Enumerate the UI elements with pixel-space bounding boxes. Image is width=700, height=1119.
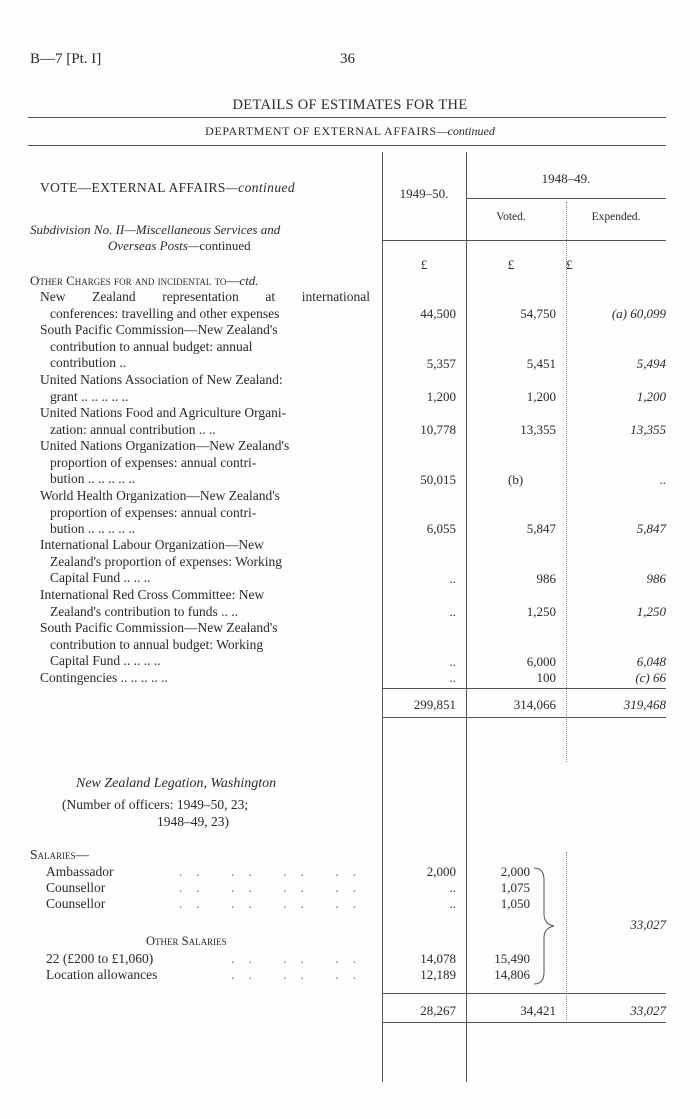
amount-voted: 2,000 — [500, 864, 530, 879]
salary-label: 22 (£200 to £1,060) — [46, 951, 154, 966]
amount-expended: 1,200 — [636, 389, 666, 404]
salary-label: Location allowances — [46, 967, 158, 982]
item-line: contribution to annual budget: annual — [50, 338, 253, 354]
column-divider-3b-dotted — [566, 852, 567, 1020]
subdivision-title-cont — [108, 238, 251, 254]
item-line: Contingencies .. .. .. .. .. — [40, 670, 168, 685]
page-title: DETAILS OF ESTIMATES FOR THE — [232, 97, 468, 113]
item-line: Zealand's contribution to funds .. .. — [50, 603, 239, 619]
item-line: contribution .. — [50, 355, 127, 370]
subtotal-rule-top — [382, 688, 666, 689]
item-line: Capital Fund .. .. .. — [50, 570, 151, 585]
officers-line-1: (Number of officers: 1949–50, 23; — [62, 797, 249, 812]
amount-expended: (c) 66 — [635, 670, 666, 685]
column-expended: Expended. — [591, 211, 641, 223]
list-item — [40, 372, 370, 405]
item-line: Capital Fund .. .. .. .. — [50, 653, 161, 668]
currency-1949: £ — [420, 257, 428, 272]
subdivision-title: Subdivision No. II—Miscellaneous Services and — [30, 222, 281, 237]
amount-1949: .. — [449, 654, 456, 669]
item-line: United Nations Organization—New Zealand's — [40, 438, 290, 453]
item-line: contribution to annual budget: Working — [50, 636, 264, 652]
amount-1949: 1,200 — [426, 389, 456, 404]
column-header-rule — [382, 240, 666, 241]
department-suffix: —continued — [436, 124, 495, 138]
list-item — [40, 488, 370, 538]
subdivision-continued: continued — [199, 238, 251, 253]
amount-expended: 5,494 — [636, 356, 666, 371]
amount-voted: 13,355 — [520, 422, 556, 437]
total-expended: 33,027 — [630, 1003, 666, 1018]
legation-title: New Zealand Legation, Washington — [76, 776, 277, 791]
list-item — [40, 289, 370, 322]
item-line: United Nations Food and Agriculture Organi- — [40, 405, 287, 420]
leader-dots: .. .. .. — [231, 967, 370, 982]
item-line: New Zealand representation at international — [40, 289, 370, 304]
list-item — [40, 670, 370, 687]
salary-row — [40, 967, 370, 983]
amount-1949: 6,055 — [426, 521, 456, 536]
amount-voted: 15,490 — [494, 951, 530, 966]
total-1949: 28,267 — [420, 1003, 456, 1018]
department-name: DEPARTMENT OF EXTERNAL AFFAIRS — [205, 124, 437, 138]
amount-1949: .. — [449, 880, 456, 895]
list-item — [40, 620, 370, 670]
amount-voted: 100 — [536, 670, 556, 685]
item-line: South Pacific Commission—New Zealand's — [40, 322, 278, 337]
total-expended: 319,468 — [623, 697, 666, 712]
list-item — [40, 537, 370, 587]
amount-voted: 5,847 — [526, 521, 556, 536]
leader-dots: .. .. .. .. — [178, 864, 370, 879]
subtotal-rule-bottom — [382, 717, 666, 718]
amount-1949: 50,015 — [420, 472, 456, 487]
item-line: International Red Cross Committee: New — [40, 587, 265, 602]
amount-voted: 1,200 — [526, 389, 556, 404]
brace-icon — [532, 866, 562, 986]
amount-voted: 54,750 — [520, 306, 556, 321]
list-item — [40, 405, 370, 438]
amount-expended: 13,355 — [630, 422, 666, 437]
other-charges-heading — [30, 273, 259, 289]
year-split-rule — [466, 198, 666, 199]
item-line: Zealand's proportion of expenses: Working — [50, 553, 283, 569]
item-line: bution .. .. .. .. .. — [50, 521, 136, 536]
total-1949: 299,851 — [413, 697, 456, 712]
amount-1949: .. — [449, 896, 456, 911]
amount-1949: 5,357 — [426, 356, 456, 371]
total-voted: 34,421 — [520, 1003, 556, 1018]
amount-1949: 2,000 — [426, 864, 456, 879]
amount-1949: 14,078 — [420, 951, 456, 966]
amount-expended: .. — [659, 472, 666, 487]
total-voted: 314,066 — [513, 697, 556, 712]
amount-voted: 14,806 — [494, 967, 530, 982]
amount-1949: 12,189 — [420, 967, 456, 982]
amount-expended: 6,048 — [636, 654, 666, 669]
list-item — [40, 587, 370, 620]
leader-dots: .. .. .. — [231, 951, 370, 966]
officers-line-2: 1948–49, 23) — [157, 814, 229, 829]
amount-1949: 44,500 — [420, 306, 456, 321]
salary-row — [40, 880, 370, 896]
amount-voted: 1,050 — [500, 896, 530, 911]
item-line: conferences: travelling and other expenses — [50, 305, 280, 321]
salary-row — [40, 896, 370, 912]
salary-label: Counsellor — [46, 896, 106, 911]
other-charges-title: Other Charges for and incidental to— — [30, 273, 240, 288]
header-rule — [28, 145, 666, 146]
item-line: South Pacific Commission—New Zealand's — [40, 620, 278, 635]
other-salaries-heading: Other Salaries — [146, 934, 227, 948]
page-reference: B—7 [Pt. I] — [30, 51, 102, 67]
amount-voted: 5,451 — [526, 356, 556, 371]
other-charges-suffix: ctd. — [239, 273, 259, 288]
department-heading — [0, 124, 700, 139]
leader-dots: .. .. .. .. — [178, 896, 370, 911]
salary-row — [40, 951, 370, 967]
item-line: bution .. .. .. .. .. — [50, 471, 136, 486]
amount-1949: .. — [449, 670, 456, 685]
amount-1949: .. — [449, 571, 456, 586]
item-line: World Health Organization—New Zealand's — [40, 488, 280, 503]
currency-voted: £ — [507, 257, 515, 272]
subdivision-posts: Overseas Posts— — [108, 238, 200, 253]
total-rule-top — [382, 993, 666, 994]
item-line: proportion of expenses: annual contri- — [50, 504, 257, 520]
amount-voted: 6,000 — [526, 654, 556, 669]
amount-1949: 10,778 — [420, 422, 456, 437]
list-item — [40, 322, 370, 372]
salaries-heading: Salaries— — [30, 847, 90, 862]
amount-voted: (b) — [508, 472, 524, 487]
total-rule-bottom — [382, 1022, 666, 1023]
item-line: United Nations Association of New Zealand: — [40, 372, 283, 387]
amount-expended: 5,847 — [636, 521, 666, 536]
top-rule — [28, 117, 666, 118]
amount-expended: (a) 60,099 — [611, 306, 666, 321]
vote-heading — [40, 180, 295, 196]
salary-label: Counsellor — [46, 880, 106, 895]
item-line: zation: annual contribution .. .. — [50, 421, 216, 437]
column-1949-50: 1949–50. — [399, 186, 449, 201]
amount-voted: 1,250 — [526, 604, 556, 619]
page-number: 36 — [340, 51, 355, 67]
salary-row — [40, 864, 370, 880]
amount-expended: 986 — [646, 571, 666, 586]
bracketed-expended: 33,027 — [630, 917, 666, 932]
column-voted: Voted. — [496, 211, 526, 223]
item-line: International Labour Organization—New — [40, 537, 264, 552]
item-line: grant .. .. .. .. .. — [50, 388, 129, 404]
salary-label: Ambassador — [46, 864, 114, 879]
amount-1949: .. — [449, 604, 456, 619]
column-1948-49: 1948–49. — [541, 171, 591, 186]
amount-voted: 986 — [536, 571, 556, 586]
list-item — [40, 438, 370, 488]
leader-dots: .. .. .. .. — [178, 880, 370, 895]
amount-voted: 1,075 — [500, 880, 530, 895]
vote-title: VOTE—EXTERNAL AFFAIRS — [40, 180, 226, 195]
vote-suffix: —continued — [225, 180, 296, 195]
currency-expended: £ — [566, 257, 573, 272]
item-line: proportion of expenses: annual contri- — [50, 454, 257, 470]
amount-expended: 1,250 — [636, 604, 666, 619]
